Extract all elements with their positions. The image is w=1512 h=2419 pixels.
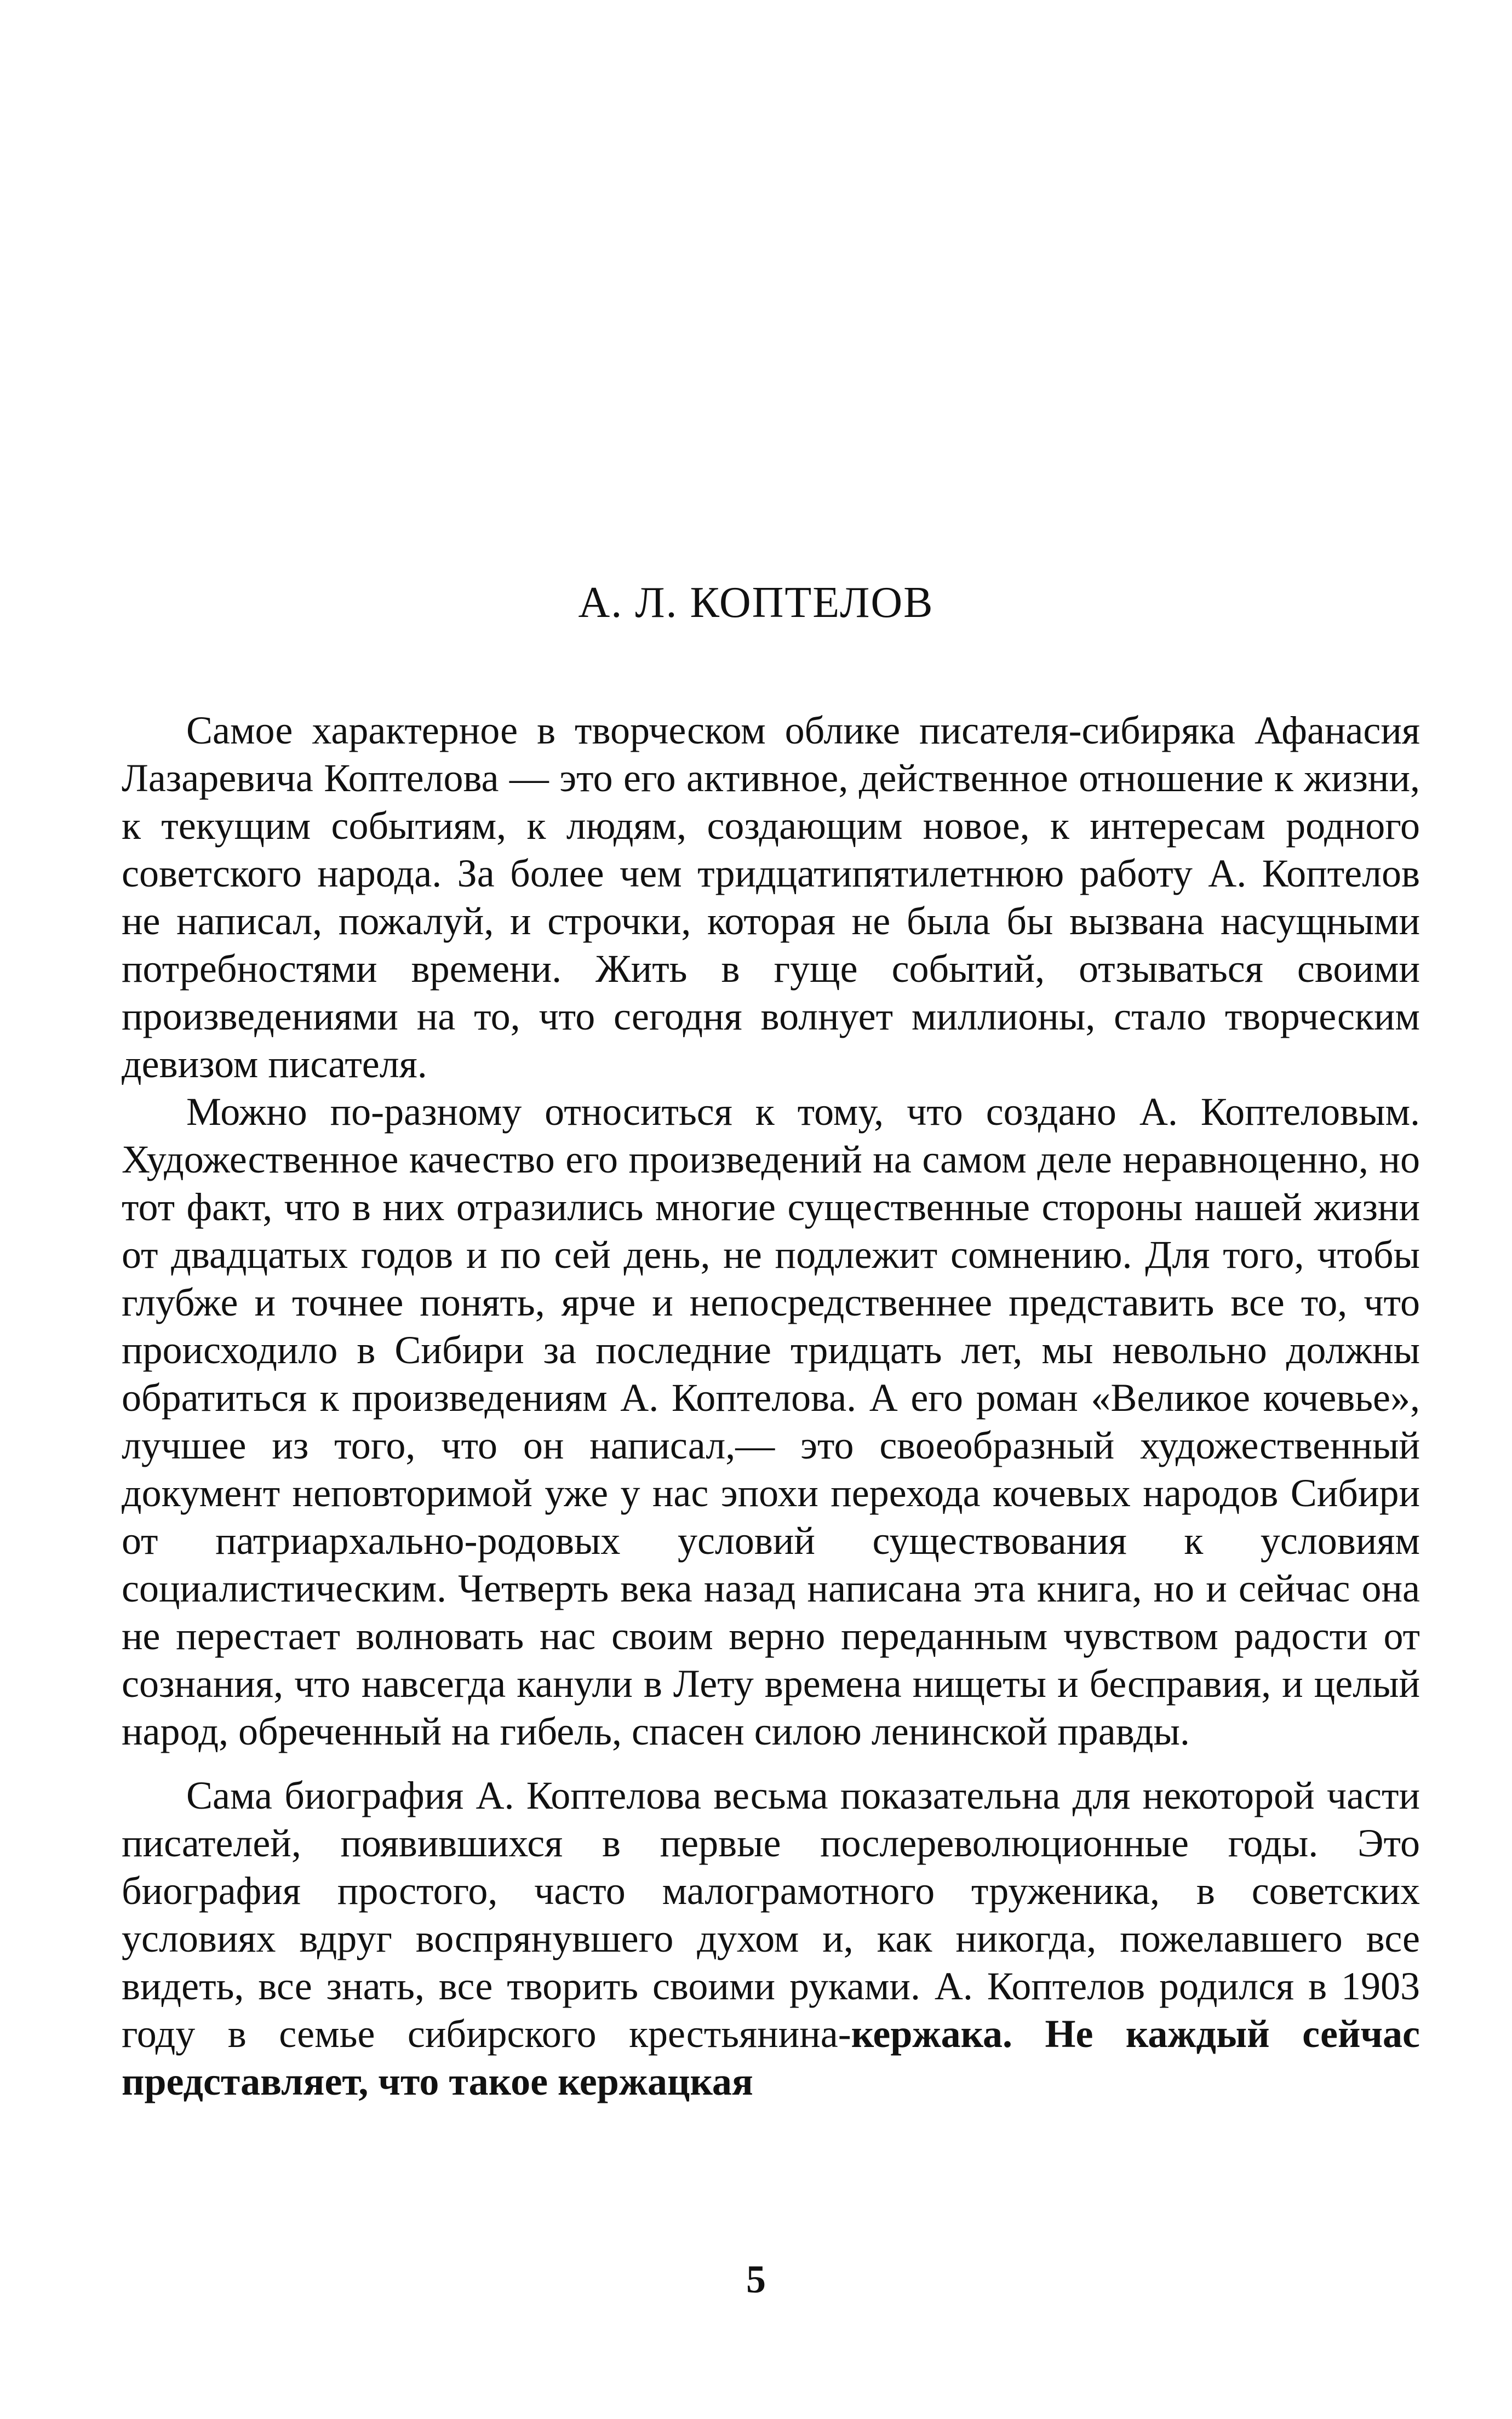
paragraph-3 xyxy=(122,1772,1420,2106)
paragraph-3-bold: кержака. Не каждый сейчас представляет, что такое кержацкая xyxy=(122,2012,1420,2103)
chapter-title: А. Л. КОПТЕЛОВ xyxy=(578,579,934,627)
paragraph-2: Можно по-разному относиться к тому, что создано А. Коптеловым. Художественное качество его произведений на самом деле неравноценно, но тот факт, что в них отразились многие существенные стороны нашей жизни от двадцатых годов и по сей день, не подлежит сомнению. Для того, чтобы глубже и точнее понять, ярче и непосредственнее представить все то, что происходило в Сибири за последние тридцать лет, мы невольно должны обратиться к произведениям А. Коптелова. А его роман «Великое кочевье», лучшее из того, что он написал,— это своеобразный художественный документ неповторимой уже у нас эпохи перехода кочевых народов Сибири от патриархально-родовых условий существования к условиям социалистическим. Четверть века назад написана эта книга, но и сейчас она не перестает волновать нас своим верно переданным чувством радости от сознания, что навсегда канули в Лету времена нищеты и бесправия, и целый народ, обреченный на гибель, спасен силою ленинской правды. xyxy=(122,1090,1420,1753)
body-text xyxy=(122,707,1420,2106)
page-number: 5 xyxy=(746,2257,766,2301)
paragraph-1: Самое характерное в творческом облике писателя-сибиряка Афанасия Лазаревича Коптелова — это его активное, действенное отношение к жизни, к текущим событиям, к людям, создающим новое, к интересам родного советского народа. За более чем тридцатипятилетнюю работу А. Коптелов не написал, пожалуй, и строчки, которая не была бы вызвана насущными потребностями времени. Жить в гуще событий, отзываться своими произведениями на то, что сегодня волнует миллионы, стало творческим девизом писателя. xyxy=(122,708,1420,1086)
paragraph-3-regular: Сама биография А. Коптелова весьма показательна для некоторой части писателей, появившихся в первые послереволюционные годы. Это биография простого, часто малограмотного труженика, в советских условиях вдруг воспрянувшего духом и, как никогда, пожелавшего все видеть, все знать, все творить своими руками. А. Коптелов родился в 1903 году в семье сибирского крестьянина- xyxy=(122,1774,1420,2056)
